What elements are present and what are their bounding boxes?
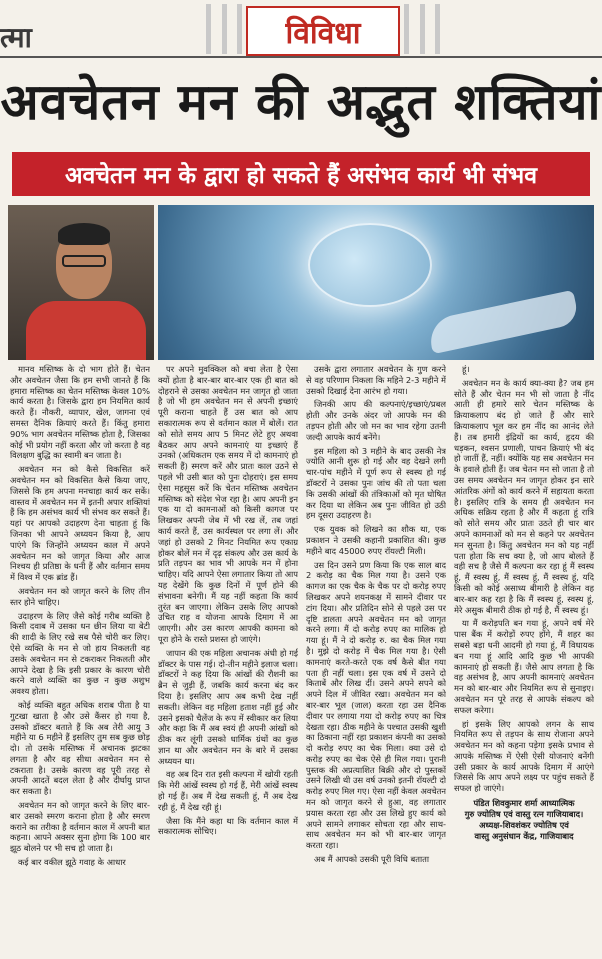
paragraph: पर अपने मुवक्किल को बचा लेता है ऐसा क्यों होता है बार-बार बार-बार एक ही बात को दोहराने से उसका अवचेतन मन जागृत हो जाता है जो भी हम अवचेतन मन से अपनी इच्छाएं पूरी कराना चाहते हैं उस बात को आप सकारात्मक रूप से वर्तमान काल में बोलें। रात को सोते समय आप 5 मिनट लेटे हुए अथवा बैठकर आप अपने कामनाएं या इच्छाएं हैं उनको (अधिकतम एक समय में दो कामनाएं हो सकती हैं) स्मरण करें और प्रातः काल उठने से पहले भी उसी बात को पुनः दोहराएं। इस समय ऐसा महसूस करें कि चेतन मस्तिष्क अवचेतन मस्तिष्क को संदेश भेज रहा है। आप अपनी इन एक या दो कामनाओं को किसी कागज पर लिखकर अपनी जेब में भी रख लें, तब जहां कार्य करते हैं, उस कार्यस्थल पर लगा लें। और जहां हो उसको 2 मिनट नियमित रूप एकाग्र होकर बोलें मन में दृढ़ संकल्प और उस कार्य के प्रति तड़पन का भाव भी आपके मन में होना चाहिए। यदि आपने ऐसा लगातार किया तो आप यह देखेंगे कि कुछ दिनों में पूर्ण होने की संभावना बनेगी। मैं यह नहीं कहता कि कार्य तुरंत बन जाएगा। लेकिन उसके लिए आपको उचित राह व योजना आपके दिमाग में आ जाएगी। और उस कारण आपकी कामना को पूरा होने के रास्ते प्रशस्त हो जाएंगे।	[158, 364, 298, 644]
masthead-bars-right	[404, 4, 440, 54]
paragraph: मानव मस्तिष्क के दो भाग होते हैं। चेतन और अवचेतन जैसा कि हम सभी जानते हैं कि हमारा मस्तिष्क का चेतन मस्तिष्क केवल 10% कार्य करता है। जिसके द्वारा हम नियमित कार्य करते हैं। नौकरी, व्यापार, खेल, जागना एवं समस्त दैनिक क्रियाएं करते हैं। किंतु हमारा 90% भाग अवचेतन मस्तिष्क होता है, जिसका कोई भी प्रयोग नहीं करता और जो करता है वह विलक्षण बुद्धि का स्वामी बन जाता है।	[10, 364, 150, 461]
signoff-line: पंडित शिवकुमार शर्मा आध्यात्मिक	[473, 798, 575, 809]
article-column-4	[454, 364, 594, 954]
author-signoff	[454, 798, 594, 842]
masthead	[0, 0, 602, 58]
paragraph: इस महिला को 3 महीने के बाद उसकी नेत्र ज्योति आनी शुरू हो गई और वह देखने लगी चार-पांच महीने में पूर्ण रूप से स्वस्थ हो गई डॉक्टरों ने उसका पुनः जांच की तो पता चला कि उसकी आंखों की तंत्रिकाओं को मृत घोषित कर दिया था लेकिन अब पुनः जीवित हो उठी हम दूसरा उदाहरण है।	[306, 445, 446, 521]
author-photo	[8, 205, 154, 360]
paragraph: जापान की एक महिला अचानक अंधी हो गई डॉक्टर के पास गई। दो-तीन महीने इलाज चला। डॉक्टरों ने कह दिया कि आंखों की रौशनी का ब्रैन से जुड़ी हैं, जबकि कार्य करना बंद कर दिया है। इसलिए आप अब कभी देख नहीं सकती। लेकिन वह महिला हताश नहीं हुई और उसने इसको चैलेंज के रूप में स्वीकार कर लिया और कहा कि मैं अब स्वयं ही अपनी आंखों को ठीक कर लूंगी उसको धार्मिक ग्रंथों का कुछ ज्ञान था और अवचेतन मन के बारे में उसका अध्ययन था।	[158, 647, 298, 766]
hero-image	[158, 205, 594, 360]
paragraph: वह अब दिन रात इसी कल्पना में खोयी रहती कि मेरी आंखें स्वस्थ हो गई हैं, मेरी आंखें स्वस्थ हो गई हैं। अब मैं देख सकती हूं, मैं अब देख रही हूं, मैं देख रही हूं।	[158, 769, 298, 812]
paragraph: उस दिन उसने प्रण किया कि एक साल बाद 2 करोड़ का चैक मिल गया है। उसने एक कागज का एक चैक के चैक पर दो करोड़ रुपए लिखकर अपने शयनकक्ष में सामने दीवार पर टांग दिया। और प्रतिदिन सोने से पहले उस पर दृष्टि डालता अपने अवचेतन मन को जागृत करने लगा। मैं दो करोड़ रुपए का मालिक हो गया हूं। मैं ने दो करोड़ रु. का चैक मिल गया है। मुझे दो करोड़ में चैक मिल गया है। ऐसी कामनाएं करते-करते एक वर्ष कैसे बीत गया पता ही नहीं चला। इस एक वर्ष में उसने दो किताबें और लिख दीं। उसने अपने सपने को अपने दिल में जीवित रखा। अवचेतन मन को बार-बार भूल (जाल) करता रहा उस दैनिक दीवार पर लगाया गया दो करोड़ रुपए का चित्र देखता रहा। ठीक महीने के पश्चात उसकी खुशी का ठिकाना नहीं रहा प्रकाशन कंपनी का उसको दो करोड़ रुपए का चेक मिला। क्या उसे दो करोड़ रुपए का चेक ऐसे ही मिल गया। पुरानी पुस्तक की अप्रत्याशित बिक्री और दो पुस्तकों उसने लिखी थी उस वर्ष उनको इतनी रॉयल्टी दो करोड़ रुपए मिल गए। ऐसा नहीं केवल अवचेतन मन को जागृत करने से हुआ, वह लगातार प्रयास करता रहा और उस लिखे हुए कार्य को अपने सामने लगाकर सोचता रहा और साथ-साथ अवचेतन मन को भी बार-बार जागृत करता रहा।	[306, 559, 446, 851]
signoff-line: अध्यक्ष-शिवशंकर ज्योतिष एवं	[479, 820, 569, 831]
signoff-line: गुरु ज्योतिष एवं वास्तु रत्न गाजियाबाद।	[464, 809, 584, 820]
signoff-line: वास्तु अनुसंधान केंद्र, गाजियाबाद	[474, 831, 574, 842]
paragraph: या मैं करोड़पति बन गया हूं, अपने वर्ष मेरे पास बैंक में करोड़ों रुपए होंगे, मैं शहर का सबसे बड़ा धनी आदमी हो गया हूं, मैं विधायक बन गया हूं आदि आदि कुछ भी आपकी कामनाएं हो सकती हैं। जैसे आप लगता है कि वह असंभव है, आप अपनी कामनाएं अवचेतन मन को बार-बार और नियमित रूप से सुनाइए। अवचेतन मन पूरे तरह से आपके संकल्प को सफल करेगा।	[454, 618, 594, 715]
paragraph: अवचेतन मन को कैसे विकसित करें अवचेतन मन को विकसित कैसे किया जाए, जिससे कि हम अपना मनचाहा कार्य कर सकें। वास्तव में अवचेतन मन में इतनी अपार शक्तियां हैं कि हम असंभव कार्य भी संभव कर सकते हैं। यहां पर आपको उदाहरण देना चाहता हूं कि जिनका भी आपने अध्ययन किया है, आप पाएंगे कि जिन्होंने अध्ययन काल में अपने अवचेतन मन को जागृत किया और आज निश्चय ही प्रतिष्ठा के धनी हैं और वर्तमान समय में विश्व में एक ब्रांड हैं।	[10, 464, 150, 583]
glowing-brain-icon	[308, 223, 432, 307]
headline: अवचेतन मन की अद्भुत शक्तियां	[0, 73, 602, 131]
paragraph: जिनकी आप की कल्पनाएं/इच्छाएं/प्रबल होती और उनके अंदर जो आपके मन की तड़पन होती और जो मन का भाव रहेगा उतनी जल्दी आपके कार्य बनेंगे।	[306, 399, 446, 442]
paragraph: हूं।	[462, 364, 470, 374]
hand-icon	[426, 290, 580, 354]
subheadline: अवचेतन मन के द्वारा हो सकते हैं असंभव कार्य भी संभव	[12, 152, 590, 196]
paragraph: अब मैं आपको उसकी पूरी विधि बताता	[314, 854, 430, 865]
article-column-2	[158, 364, 298, 954]
paragraph: अवचेतन मन को जागृत करने के लिए तीन स्तर होने चाहिए।	[10, 585, 150, 607]
article-column-1	[10, 364, 150, 954]
paragraph: हां इसके लिए आपको लगन के साथ नियमित रूप से तड़पन के साथ रोजाना अपने अवचेतन मन को कहना पड़ेगा इसके प्रभाव से आपके मस्तिष्क में ऐसी ऐसी योजनाएं बनेंगी उसी प्रकार के कार्य आपके दिमाग में आएंगे जिससे कि आप अपने लक्ष्य पर पहुंच सकते हैं सफल हो जाएंगे।	[454, 718, 594, 794]
paragraph: जैसा कि मैंने कहा था कि वर्तमान काल में सकारात्मक सोचिए।	[158, 815, 298, 837]
paragraph: कई बार वकील झूठे गवाह के आधार	[18, 857, 126, 868]
article-body	[10, 364, 594, 954]
section-label: विविधा	[246, 6, 400, 56]
paragraph: उदाहरण के लिए जैसे कोई गरीब व्यक्ति है किसी दवाब में उसका धन छीन लिया या बेटी की शादी के लिए रखे सब पैसे चोरी कर लिए। ऐसे व्यक्ति के मन से जो हाय निकलती वह उसके अवचेतन मन से टकराकर निकलती और आपने देखा है कि इसी प्रकार के कारण चोरी करने वाले व्यक्ति का कुछ न कुछ अशुभ अवश्य होता।	[10, 610, 150, 697]
paragraph: अवचेतन मन के कार्य क्या-क्या है? जब हम सोते हैं और चेतन मन भी सो जाता है नींद आती ही हमारे सारे चेतन मस्तिष्क के क्रियाकलाप बंद हो जाते हैं और सारे क्रियाकलाप भूल कर हम नींद का आनंद लेते हैं। तब हमारी इंद्रियों का कार्य, हृदय की धड़कन, श्वसन प्रणाली, पाचन क्रियाएं भी बंद हो जातीं हैं, नहीं। क्योंकि यह सब अवचेतन मन के हवाले होती हैं। जब चेतन मन सो जाता है तो उस समय अवचेतन मन जागृत होकर इन सारे आंतरिक अंगों को कार्य करने में सहायता करता है। इसलिए रात्रि के समय ही अवचेतन मन अधिक सक्रिय रहता है और मैं कहता हूं रात्रि को सोते समय और प्रातः उठते ही चार बार अपने कामनाओं को मन से कहने पर अवचेतन मन सुनता है। किंतु अवचेतन मन को यह नहीं पता होता कि सच क्या है, जो आप बोलते हैं वही सच है जैसे मैं कल्पना कर रहा हूं मैं स्वस्थ हूं, मैं स्वस्थ हूं, मैं स्वस्थ हूं, मैं स्वस्थ हूं, यदि किसी को कोई असाध्य बीमारी है लेकिन वह बार-बार कह रहा है कि मैं स्वस्थ हूं, स्वस्थ हूं, मेरे असुक बीमारी ठीक हो गई है, मैं स्वस्थ हूं।	[454, 377, 594, 615]
paragraph: उसके द्वारा लगातार अवचेतन के गुण करने से वह परिणाम निकला कि महिने 2-3 महीने में उसको दिखाई देना आरंभ हो गया।	[306, 364, 446, 396]
paragraph: कोई व्यक्ति बहुत अधिक शराब पीता है या गुटखा खाता है और उसे कैंसर हो गया है, उसको डॉक्टर बताते हैं कि अब तेरी आयु 3 महीने या 6 महीने हैं इसलिए तुम सब कुछ छोड़ दो। तो उसके मस्तिष्क में अचानक झटका लगता है और वह सीधा अवचेतन मन से टकराता है। उसके कारण वह पूरी तरह से अपनी आदतें बदल लेता है और दीर्घायु प्राप्त कर सकता है।	[10, 699, 150, 797]
masthead-rule	[0, 56, 602, 58]
article-column-3	[306, 364, 446, 954]
paragraph: अवचेतन मन को जागृत करने के लिए बार-बार उसको स्मरण कराना होता है और स्मरण कराने का तरीका है वर्तमान काल में अपनी बात कहना। आपने अक्सर सुना होगा कि 100 बार झूठ बोलने पर भी सच हो जाता है।	[10, 800, 150, 854]
masthead-bars-left	[206, 4, 242, 54]
prev-section-word: त्मा	[0, 21, 32, 54]
paragraph: एक युवक को लिखने का शौक था, एक प्रकाशन ने उसकी कहानी प्रकाशित की। कुछ महीने बाद 45000 रुपए रॉयल्टी मिली।	[306, 524, 446, 556]
